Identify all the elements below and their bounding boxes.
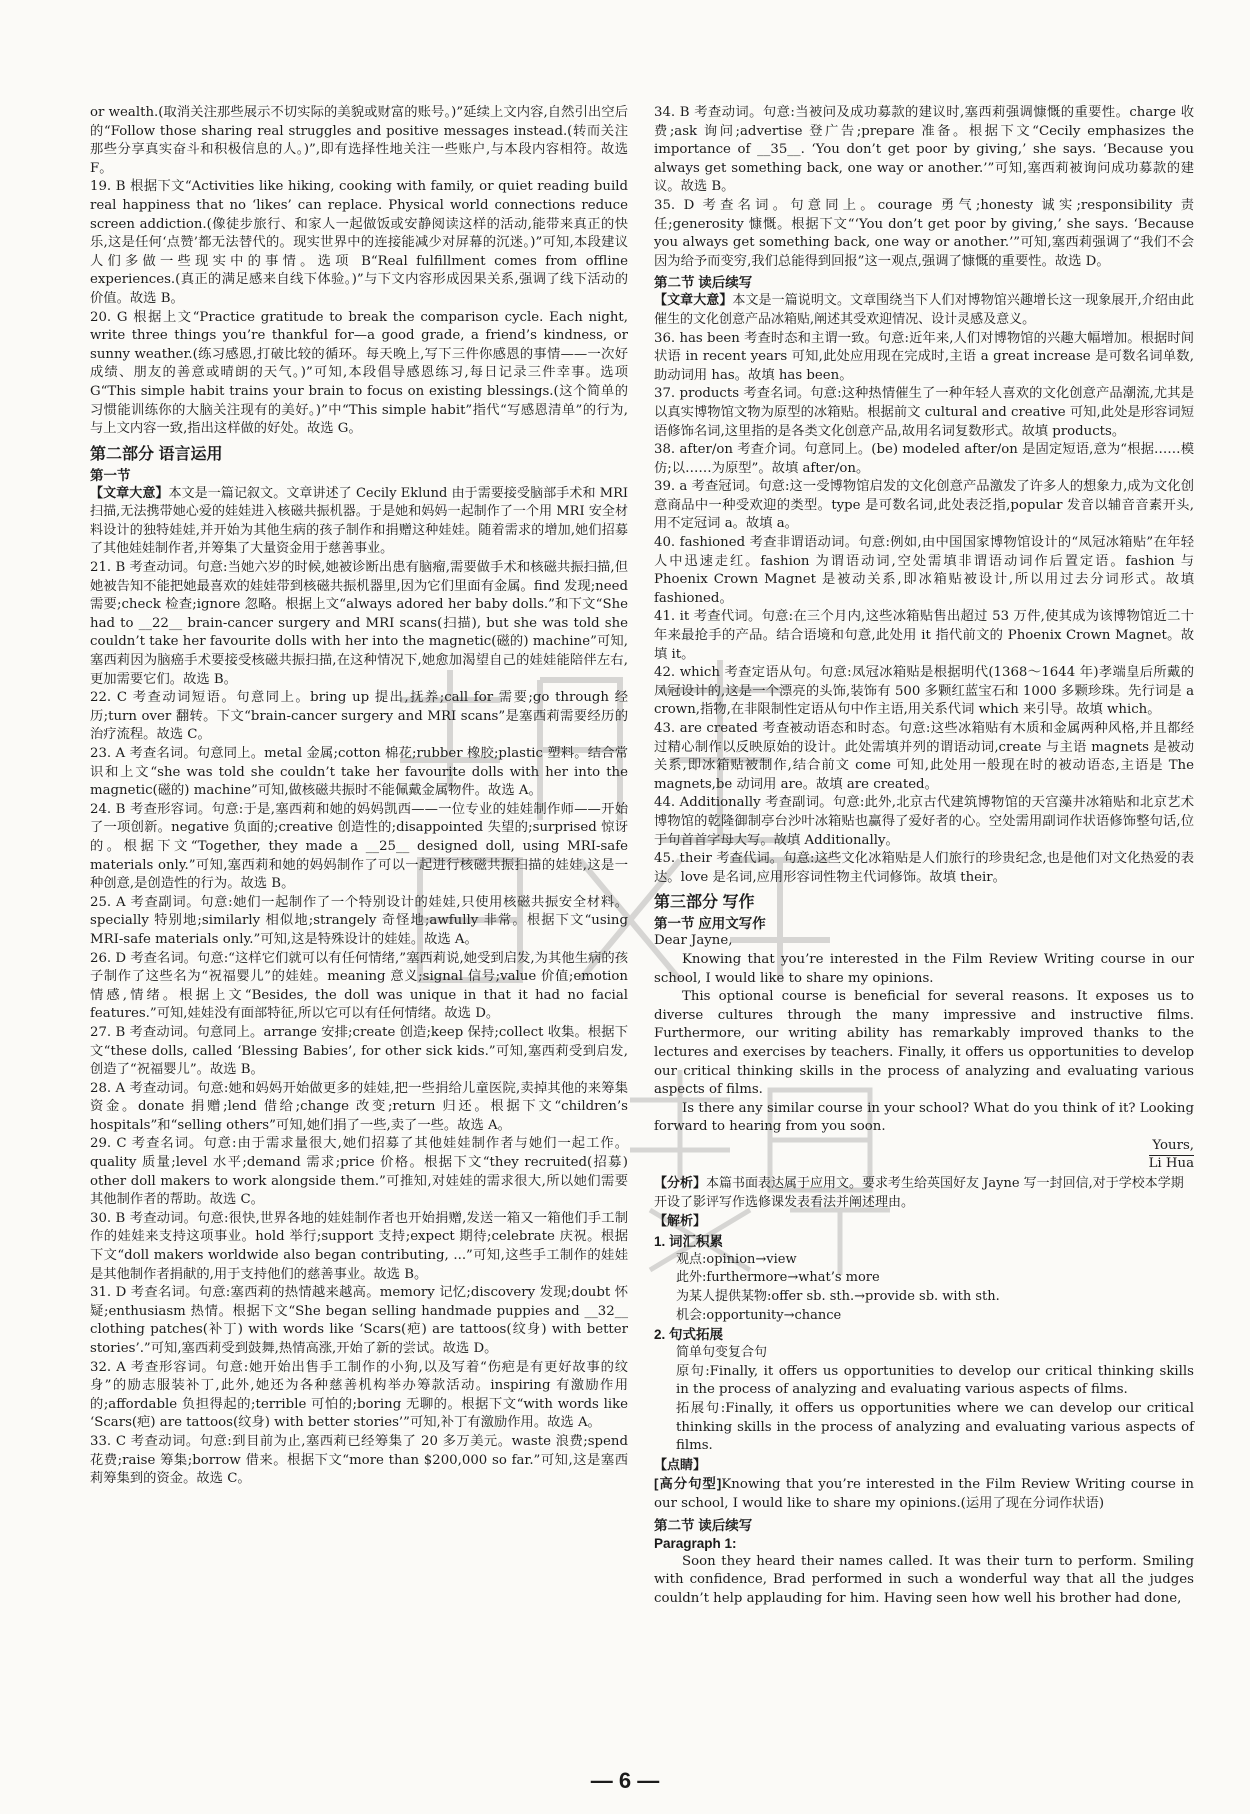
page-number: — 6 —: [590, 1768, 660, 1793]
answer-40: 40. fashioned 考查非谓语动词。句意:例如,由中国国家博物馆设计的“凤冠冰箱贴”在年轻人中迅速走红。fashion 为谓语动词,空处需填非谓语动词作后置定语。fashion 与 Phoenix Crown Magnet 是被动关系,即冰箱贴被设计,所以用过去分词形式。故填 fashioned。: [654, 535, 1194, 606]
section1-title: 第一节: [90, 467, 131, 483]
answer-34: 34. B 考查动词。句意:当被问及成功募款的建议时,塞西莉强调慷慨的重要性。charge 收费;ask 询问;advertise 登广告;prepare 准备。根据下文“Cecily emphasizes the importance of __35__. ‘You don’t get poor by giving,’ she says. ‘Because you always get something back, one way or another.’”可知,塞西莉被询问成功募款的建议。故选 B。: [654, 105, 1194, 195]
answer-30: 30. B 考查动词。句意:很快,世界各地的娃娃制作者也开始捐赠,发送一箱又一箱他们手工制作的娃娃来支持这项事业。hold 举行;support 支持;expect 期待;celebrate 庆祝。根据下文“doll makers worldwide also began contributing, ...”可知,这些手工制作的娃娃是其他制作者捐献的,用于支持他们的慈善事业。故选 B。: [90, 1210, 628, 1282]
continuation-paragraph: Soon they heard their names called. It was their turn to perform. Smiling with confidence, Brad performed in such a wonderful way that all the judges couldn’t help applauding for him. Having seen how well his brother had done,: [654, 1553, 1194, 1606]
left-column: [90, 104, 628, 1489]
part3-title: 第三部分 写作: [654, 894, 755, 912]
sentence-title: 2. 句式拓展: [654, 1327, 724, 1343]
expanded-sentence: 拓展句:Finally, it offers us opportunities where we can develop our critical thinking skills in the process of analyzing and evaluating various aspects of films.: [676, 1401, 1194, 1454]
vocab-item: 为某人提供某物:offer sb. sth.→provide sb. with sth.: [676, 1289, 1000, 1305]
analysis-text: 本篇书面表达属于应用文。要求考生给英国好友 Jayne 写一封回信,对于学校本学期开设了影评写作选修课发表看法并阐述理由。: [654, 1176, 1184, 1210]
answer-35: 35. D 考查名词。句意同上。courage 勇气;honesty 诚实;responsibility 责任;generosity 慷慨。根据下文“‘You don’t get poor by giving,’ she says. ‘Because you always get something back, one way or another.’”可知,塞西莉强调了“我们不会因为给予而变穷,我们总能得到回报”这一观点,强调了慷慨的重要性。故选 D。: [654, 197, 1194, 269]
jiexi-heading: [654, 1212, 1194, 1232]
summary-tag: 【文章大意】: [90, 484, 169, 500]
answer-20: 20. G 根据上文“Practice gratitude to break the comparison cycle. Each night, write three things you’re thankful for—a good grade, a friend’s kindness, or sunny weather.(练习感恩,打破比较的循环。每天晚上,写下三件你感恩的事情——一次好成绩、朋友的善意或晴朗的天气。)”可知,本段倡导感恩练习,每日记录三件幸事。选项 G“This simple habit trains your brain to focus on existing blessings.(这个简单的习惯能训练你的大脑关注现有的美好。)”中“This simple habit”指代“写感恩清单”的行为,与上文内容一致,指出这样做的好处。故选 G。: [90, 309, 628, 437]
original-sentence: 原句:Finally, it offers us opportunities to develop our critical thinking skills in the process of analyzing and evaluating various aspects of films.: [676, 1363, 1194, 1398]
vocab-item: 此外:furthermore→what’s more: [676, 1270, 880, 1286]
q18-continued: or wealth.(取消关注那些展示不切实际的美貌或财富的账号。)”延续上文内容,自然引出空后的“Follow those sharing real struggles and positive messages instead.(转而关注那些分享真实奋斗和积极信息的人。)”,即有选择性地关注一些账户,与本段内容相符。故选 F。: [90, 105, 628, 176]
letter-greeting: Dear Jayne,: [654, 933, 733, 949]
signature-name: Li Hua: [1148, 1156, 1194, 1172]
answer-36: 36. has been 考查时态和主谓一致。句意:近年来,人们对博物馆的兴趣大幅增加。根据时间状语 in recent years 可知,此处应用现在完成时,主语 a great increase 是可数名词单数,助动词用 has。故填 has been。: [654, 330, 1194, 383]
highlight-text: Knowing that you’re interested in the Film Review Writing course in our school, I would like to share my opinions.(运用了现在分词作状语): [654, 1477, 1194, 1511]
answer-41: 41. it 考查代词。句意:在三个月内,这些冰箱贴售出超过 53 万件,使其成为该博物馆近二十年来最抢手的产品。结合语境和句意,此处用 it 指代前文的 Phoenix Crown Magnet。故填 it。: [654, 609, 1194, 662]
letter-paragraph-3: Is there any similar course in your school? What do you think of it? Looking forward to hearing from you soon.: [654, 1100, 1194, 1135]
analysis: [654, 1174, 1194, 1212]
article-summary-2: [654, 291, 1194, 329]
letter-paragraph-1: Knowing that you’re interested in the Film Review Writing course in our school, I would like to share my opinions.: [654, 951, 1194, 986]
answer-26: 26. D 考查名词。句意:“这样它们就可以有任何情绪,”塞西莉说,她受到启发,为其他生病的孩子制作了这些名为“祝福婴儿”的娃娃。meaning 意义;signal 信号;value 价值;emotion 情感,情绪。根据上文“Besides, the doll was unique in that it had no facial features.”可知,娃娃没有面部特征,所以它可以有任何情绪。故选 D。: [90, 950, 628, 1022]
article-summary: [90, 484, 628, 559]
letter-signature: [654, 1155, 1194, 1174]
answer-22: 22. C 考查动词短语。句意同上。bring up 提出,抚养;call for 需要;go through 经历;turn over 翻转。下文“brain-cancer surgery and MRI scans”是塞西莉需要经历的治疗流程。故选 C。: [90, 690, 628, 743]
part2-title: 第二部分 语言运用: [90, 445, 223, 463]
sentence-sub: 简单句变复合句: [676, 1345, 768, 1361]
answer-23: 23. A 考查名词。句意同上。metal 金属;cotton 棉花;rubber 橡胶;plastic 塑料。结合常识和上文“she was told she couldn’t take her favourite dolls with her into the magnetic(磁的) machine”可知,做核磁共振时不能佩戴金属物件。故选 A。: [90, 746, 628, 799]
answer-27: 27. B 考查动词。句意同上。arrange 安排;create 创造;keep 保持;collect 收集。根据下文“these dolls, called ‘Blessing Babies’, for other sick kids.”可知,塞西莉受到启发,创造了“祝福婴儿”。故选 B。: [90, 1024, 628, 1078]
answer-28: 28. A 考查动词。句意:她和妈妈开始做更多的娃娃,把一些捐给儿童医院,卖掉其他的来筹集资金。donate 捐赠;lend 借给;change 改变;return 归还。根据下文“children’s hospitals”和“selling others”可知,她们捐了一些,卖了一些。故选 A。: [90, 1080, 628, 1133]
answer-32: 32. A 考查形容词。句意:她开始出售手工制作的小狗,以及写着“伤疤是有更好故事的纹身”的励志服装补丁,此外,她还为各种慈善机构举办筹款活动。inspiring 有激励作用的;affordable 负担得起的;terrible 可怕的;boring 无聊的。根据下文“with words like ‘Scars(疤) are tattoos(纹身) with better stories’”可知,补丁有激励作用。故选 A。: [90, 1359, 628, 1431]
answer-25: 25. A 考查副词。句意:她们一起制作了一个特别设计的娃娃,只使用核磁共振安全材料。specially 特别地;similarly 相似地;strangely 奇怪地;awfully 非常。根据下文“using MRI-safe materials only.”可知,这是特殊设计的娃娃。故选 A。: [90, 894, 628, 947]
answer-44: 44. Additionally 考查副词。句意:此外,北京古代建筑博物馆的天宫藻井冰箱贴和北京艺术博物馆的乾隆御制亭台沙叶冰箱贴也赢得了爱好者的心。空处需用副词作状语修饰整句话,位于句首首字母大写。故填 Additionally。: [654, 795, 1194, 848]
section2-title: 第二节 读后续写: [654, 275, 753, 291]
writing-section1-title: 第一节 应用文写作: [654, 916, 766, 932]
answer-45: 45. their 考查代词。句意:这些文化冰箱贴是人们旅行的珍贵纪念,也是他们对文化热爱的表达。love 是名词,应用形容词性物主代词修饰。故填 their。: [654, 851, 1194, 885]
highlight-heading: [654, 1456, 1194, 1476]
summary-tag-2: 【文章大意】: [654, 292, 733, 308]
answer-37: 37. products 考查名词。句意:这种热情催生了一种年轻人喜欢的文化创意产品潮流,尤其是以真实博物馆文物为原型的冰箱贴。根据前文 cultural and creative 可知,此处是形容词短语修饰名词,这里指的是各类文化创意产品,故用名词复数形式。故填 products。: [654, 386, 1194, 439]
letter-paragraph-2: This optional course is beneficial for several reasons. It exposes us to diverse cultures through the many impressive and instructive films. Furthermore, our writing ability has remarkably improved thanks to the lectures and exercises by teachers. Finally, it offers us opportunities to develop our critical thinking skills in the process of analyzing and evaluating various aspects of films.: [654, 989, 1194, 1098]
vocab-item: 观点:opinion→view: [676, 1251, 797, 1267]
right-column: [654, 104, 1194, 1608]
answer-31: 31. D 考查名词。句意:塞西莉的热情越来越高。memory 记忆;discovery 发现;doubt 怀疑;enthusiasm 热情。根据下文“She began selling handmade puppies and __32__ clothing patches(补丁) with words like ‘Scars(疤) are tattoos(纹身) with better stories’.”可知,塞西莉受到鼓舞,热情高涨,开始了新的尝试。故选 D。: [90, 1285, 628, 1356]
answer-33: 33. C 考查动词。句意:到目前为止,塞西莉已经筹集了 20 多万美元。waste 浪费;spend 花费;raise 筹集;borrow 借来。根据下文“more than $200,000 so far.”可知,这是塞西莉筹集到的资金。故选 C。: [90, 1433, 628, 1487]
highlight-label: [高分句型]: [654, 1476, 722, 1492]
answer-19: 19. B 根据下文“Activities like hiking, cooking with family, or quiet reading build real happiness that no ‘likes’ can replace. Physical world connections reduce screen addiction.(像徒步旅行、和家人一起做饭或安静阅读这样的活动,能带来真正的快乐,这是任何‘点赞’都无法替代的。现实世界中的连接能减少对屏幕的沉迷。)”可知,本段建议人们多做一些现实中的事情。选项 B“Real fulfillment comes from offline experiences.(真正的满足感来自线下体验。)”与下文内容形成因果关系,强调了线下活动的价值。故选 B。: [90, 179, 628, 306]
vocab-item: 机会:opportunity→chance: [676, 1307, 842, 1323]
answer-42: 42. which 考查定语从句。句意:凤冠冰箱贴是根据明代(1368～1644 年)孝端皇后所戴的凤冠设计的,这是一个漂亮的头饰,装饰有 500 多颗红蓝宝石和 1000 多颗珍珠。先行词是 a crown,指物,在非限制性定语从句中作主语,用关系代词 which 来引导。故填 which。: [654, 665, 1194, 718]
letter-closing: Yours,: [1152, 1137, 1194, 1153]
jiexi-tag: 【解析】: [654, 1213, 707, 1229]
answer-38: 38. after/on 考查介词。句意同上。(be) modeled after/on 是固定短语,意为“根据……模仿;以……为原型”。故填 after/on。: [654, 442, 1194, 476]
answer-39: 39. a 考查冠词。句意:这一受博物馆启发的文化创意产品激发了许多人的想象力,成为文化创意商品中一种受欢迎的类型。type 是可数名词,此处表泛指,popular 发音以辅音音素开头,用不定冠词 a。故填 a。: [654, 479, 1194, 532]
answer-29: 29. C 考查名词。句意:由于需求量很大,她们招募了其他娃娃制作者与她们一起工作。quality 质量;level 水平;demand 需求;price 价格。根据下文“they recruited(招募) other doll makers to work alongside them.”可推知,对娃娃的需求很大,所以她们需要其他制作者的帮助。故选 C。: [90, 1136, 628, 1208]
analysis-tag: 【分析】: [654, 1175, 707, 1191]
answer-24: 24. B 考查形容词。句意:于是,塞西莉和她的妈妈凯西——一位专业的娃娃制作师——开始了一项创新。negative 负面的;creative 创造性的;disappointed 失望的;surprised 惊讶的。根据下文“Together, they made a __25__ designed doll, using MRI-safe materials only.”可知,塞西莉和她的妈妈制作了可以一起进行核磁共振扫描的娃娃,这是一种创意,是创造性的行为。故选 B。: [90, 801, 628, 892]
summary-text: 本文是一篇记叙文。文章讲述了 Cecily Eklund 由于需要接受脑部手术和 MRI 扫描,无法携带她心爱的娃娃进入核磁共振机器。于是她和妈妈一起制作了一个用 MRI 安全材料设计的独特娃娃,并开始为其他生病的孩子制作和捐赠这种娃娃。随着需求的增加,她们招募了其他娃娃制作者,并筹集了大量资金用于慈善事业。: [90, 485, 628, 557]
answer-43: 43. are created 考查被动语态和时态。句意:这些冰箱贴有木质和金属两种风格,并且都经过精心制作以反映原始的设计。此处需填并列的谓语动词,create 与主语 magnets 是被动关系,即冰箱贴被制作,结合前文 come 可知,此处用一般现在时的被动语态,主语是 The magnets,be 动词用 are。故填 are created。: [654, 721, 1194, 792]
vocab-title: 1. 词汇积累: [654, 1233, 724, 1249]
writing-section2-title: 第二节 读后续写: [654, 1517, 753, 1533]
highlight-tag: 【点睛】: [654, 1456, 707, 1472]
summary-text-2: 本文是一篇说明文。文章围绕当下人们对博物馆兴趣增长这一现象展开,介绍由此催生的文化创意产品冰箱贴,阐述其受欢迎情况、设计灵感及意义。: [654, 293, 1194, 327]
answer-21: 21. B 考查动词。句意:当她六岁的时候,她被诊断出患有脑瘤,需要做手术和核磁共振扫描,但她被告知不能把她最喜欢的娃娃带到核磁共振机器里,因为它们里面有金属。find 发现;need 需要;check 检查;ignore 忽略。根据上文“always adored her baby dolls.”和下文“She had to __22__ brain-cancer surgery and MRI scans(扫描), but she was told she couldn’t take her favourite dolls with her into the magnetic(磁的) machine”可知,塞西莉因为脑癌手术要接受核磁共振扫描,在这种情况下,她愈加渴望自己的娃娃能陪伴左右,更加需要它们。故选 B。: [90, 560, 628, 687]
highlight: [654, 1475, 1194, 1513]
paragraph-label: Paragraph 1:: [654, 1535, 737, 1551]
